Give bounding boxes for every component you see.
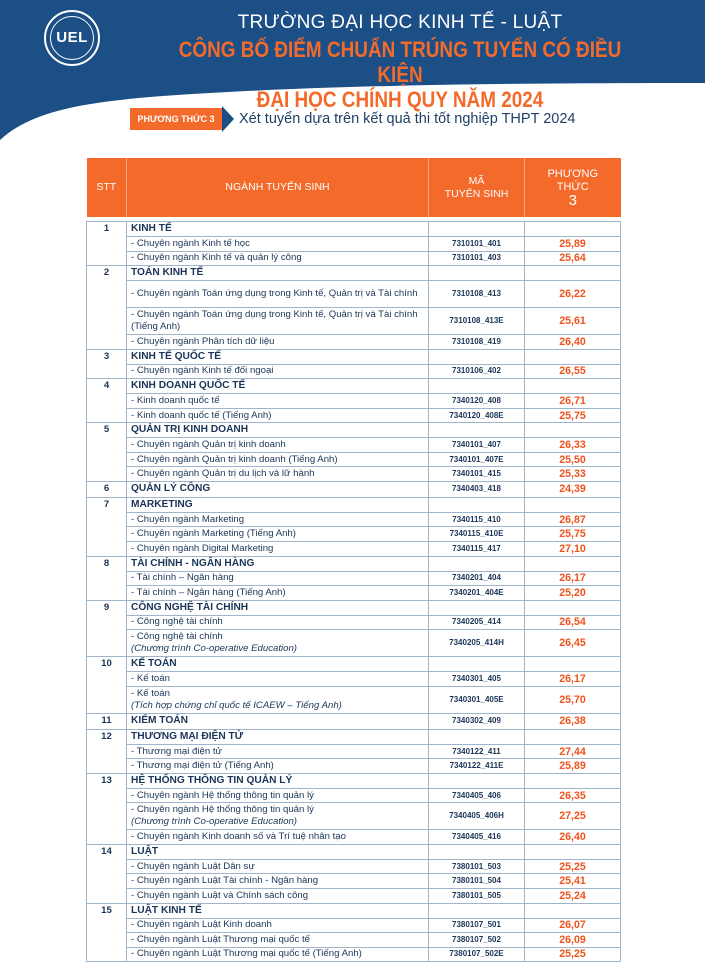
program-name-text: - Công nghệ tài chính	[131, 631, 223, 643]
cutoff-score: 25,70	[525, 686, 621, 713]
empty-cell	[525, 556, 621, 571]
program-note: (Tích hợp chứng chỉ quốc tế ICAEW – Tiếng Anh)	[131, 699, 342, 711]
program-name	[127, 933, 429, 948]
program-name	[127, 947, 429, 962]
empty-cell	[525, 423, 621, 438]
major-group-name: QUẢN LÝ CÔNG	[127, 481, 429, 497]
admission-code: 7340405_406H	[429, 803, 525, 830]
program-name-text: - Chuyên ngành Kinh tế học	[131, 237, 250, 249]
program-name	[127, 281, 429, 308]
major-group-name: MARKETING	[127, 497, 429, 512]
program-name	[127, 467, 429, 482]
program-name	[127, 438, 429, 453]
major-group-name: KINH DOANH QUỐC TẾ	[127, 379, 429, 394]
empty-cell	[429, 773, 525, 788]
cutoff-score: 25,24	[525, 889, 621, 904]
cutoff-score: 26,38	[525, 713, 621, 729]
col-major: NGÀNH TUYỂN SINH	[127, 158, 429, 217]
empty-cell	[429, 844, 525, 859]
table-group-row	[87, 423, 621, 438]
table-group-row	[87, 657, 621, 672]
major-group-name: TOÁN KINH TẾ	[127, 266, 429, 281]
cutoff-score: 27,10	[525, 542, 621, 557]
empty-cell	[429, 903, 525, 918]
program-name-text: - Chuyên ngành Toán ứng dụng trong Kinh tế, Quản trị và Tài chính (Tiếng Anh)	[131, 309, 418, 333]
cutoff-score: 25,50	[525, 452, 621, 467]
cutoff-score: 25,89	[525, 759, 621, 774]
admission-code: 7340101_407E	[429, 452, 525, 467]
program-name	[127, 452, 429, 467]
row-stt: 14	[87, 844, 127, 903]
table-row	[87, 759, 621, 774]
program-name-text: - Chuyên ngành Marketing (Tiếng Anh)	[131, 528, 296, 540]
admission-code: 7340120_408E	[429, 408, 525, 423]
program-name	[127, 918, 429, 933]
table-row	[87, 918, 621, 933]
program-name	[127, 859, 429, 874]
admission-code: 7340302_409	[429, 713, 525, 729]
table-group-row	[87, 266, 621, 281]
table-group-row	[87, 497, 621, 512]
program-name	[127, 889, 429, 904]
empty-cell	[525, 773, 621, 788]
admission-code: 7310108_413	[429, 281, 525, 308]
program-name-text: - Kế toán	[131, 687, 170, 699]
table-row	[87, 947, 621, 962]
cutoff-score: 27,25	[525, 803, 621, 830]
program-name-text: - Tài chính – Ngân hàng (Tiếng Anh)	[131, 586, 286, 598]
table-row	[87, 630, 621, 657]
empty-cell	[525, 600, 621, 615]
program-name-text: - Chuyên ngành Quản trị kinh doanh (Tiếng Anh)	[131, 453, 338, 465]
admission-code: 7340101_415	[429, 467, 525, 482]
program-name-text: - Chuyên ngành Luật Kinh doanh	[131, 919, 272, 931]
row-stt: 10	[87, 657, 127, 714]
admission-code: 7340122_411	[429, 744, 525, 759]
admission-code: 7340205_414H	[429, 630, 525, 657]
empty-cell	[429, 349, 525, 364]
table-row	[87, 438, 621, 453]
program-note: (Chương trình Co-operative Education)	[131, 816, 297, 828]
program-name	[127, 394, 429, 409]
table-row	[87, 803, 621, 830]
empty-cell	[525, 729, 621, 744]
admission-code: 7340205_414	[429, 615, 525, 630]
table-row	[87, 744, 621, 759]
program-note: (Chương trình Co-operative Education)	[131, 643, 297, 655]
admission-code: 7340403_418	[429, 481, 525, 497]
table-group-row	[87, 600, 621, 615]
table-row	[87, 452, 621, 467]
method-badge-arrow	[222, 106, 234, 132]
table-row	[87, 788, 621, 803]
row-stt: 4	[87, 379, 127, 423]
program-name	[127, 759, 429, 774]
program-name	[127, 630, 429, 657]
program-name	[127, 788, 429, 803]
cutoff-score: 26,87	[525, 512, 621, 527]
row-stt: 12	[87, 729, 127, 773]
table-row	[87, 542, 621, 557]
row-stt: 3	[87, 349, 127, 379]
table-group-row	[87, 556, 621, 571]
program-name-text: - Kinh doanh quốc tế	[131, 394, 220, 406]
col-stt: STT	[87, 158, 127, 217]
table-header	[87, 158, 621, 217]
program-name-text: - Chuyên ngành Luật Dân sự	[131, 860, 255, 872]
major-group-name: THƯƠNG MẠI ĐIỆN TỬ	[127, 729, 429, 744]
empty-cell	[525, 903, 621, 918]
major-group-name: KINH TẾ	[127, 222, 429, 237]
program-name-text: - Chuyên ngành Luật Thương mại quốc tế (Tiếng Anh)	[131, 948, 362, 960]
table-row	[87, 281, 621, 308]
empty-cell	[429, 379, 525, 394]
table-row	[87, 408, 621, 423]
program-name	[127, 527, 429, 542]
table-row	[87, 874, 621, 889]
program-name	[127, 686, 429, 713]
admission-code: 7340301_405E	[429, 686, 525, 713]
admission-code: 7310106_402	[429, 364, 525, 379]
table-row	[87, 586, 621, 601]
admission-code: 7340301_405	[429, 672, 525, 687]
major-group-name: KIỂM TOÁN	[127, 713, 429, 729]
program-name	[127, 571, 429, 586]
method-description: Xét tuyển dựa trên kết quả thi tốt nghiệp THPT 2024	[239, 111, 576, 127]
cutoff-score: 26,35	[525, 788, 621, 803]
empty-cell	[525, 497, 621, 512]
cutoff-score: 26,17	[525, 571, 621, 586]
program-name-text: - Kế toán	[131, 672, 170, 684]
university-name: TRƯỜNG ĐẠI HỌC KINH TẾ - LUẬT	[237, 12, 563, 33]
empty-cell	[525, 379, 621, 394]
table-row	[87, 889, 621, 904]
admission-code: 7340122_411E	[429, 759, 525, 774]
admission-code: 7380107_501	[429, 918, 525, 933]
table-group-row	[87, 713, 621, 729]
program-name	[127, 744, 429, 759]
cutoff-score: 25,20	[525, 586, 621, 601]
table-row	[87, 467, 621, 482]
col-code: MÃ TUYỂN SINH	[429, 158, 525, 217]
table-row	[87, 859, 621, 874]
cutoff-score: 27,44	[525, 744, 621, 759]
cutoff-score: 26,17	[525, 672, 621, 687]
row-stt: 11	[87, 713, 127, 729]
program-name	[127, 586, 429, 601]
announcement-title: CÔNG BỐ ĐIỂM CHUẨN TRÚNG TUYỂN CÓ ĐIỀU KIỆN ĐẠI HỌC CHÍNH QUY NĂM 2024	[178, 37, 622, 112]
table-group-row	[87, 844, 621, 859]
empty-cell	[525, 266, 621, 281]
major-group-name: KINH TẾ QUỐC TẾ	[127, 349, 429, 364]
empty-cell	[429, 497, 525, 512]
empty-cell	[429, 600, 525, 615]
program-name	[127, 615, 429, 630]
table-row	[87, 394, 621, 409]
program-name-text: - Chuyên ngành Toán ứng dụng trong Kinh tế, Quản trị và Tài chính	[131, 288, 418, 300]
program-name-text: - Chuyên ngành Kinh doanh số và Trí tuệ nhân tạo	[131, 831, 346, 843]
program-name-text: - Kinh doanh quốc tế (Tiếng Anh)	[131, 409, 272, 421]
major-group-name: LUẬT	[127, 844, 429, 859]
admission-code: 7380107_502E	[429, 947, 525, 962]
table-row	[87, 830, 621, 845]
cutoff-score: 25,25	[525, 859, 621, 874]
admission-code: 7310108_413E	[429, 308, 525, 335]
cutoff-score: 25,25	[525, 947, 621, 962]
program-name-text: - Công nghệ tài chính	[131, 616, 223, 628]
program-name-text: - Thương mại điện tử (Tiếng Anh)	[131, 760, 274, 772]
program-name	[127, 408, 429, 423]
cutoff-score: 26,71	[525, 394, 621, 409]
admission-code: 7380107_502	[429, 933, 525, 948]
admission-scores-table	[86, 158, 621, 962]
program-name-text: - Chuyên ngành Luật Thương mại quốc tế	[131, 933, 310, 945]
empty-cell	[525, 844, 621, 859]
admission-code: 7380101_505	[429, 889, 525, 904]
admission-code: 7310108_419	[429, 335, 525, 350]
program-name	[127, 672, 429, 687]
table-group-row	[87, 349, 621, 364]
major-group-name: LUẬT KINH TẾ	[127, 903, 429, 918]
table-group-row	[87, 903, 621, 918]
program-name-text: - Chuyên ngành Quản trị kinh doanh	[131, 439, 286, 451]
program-name-text: - Thương mại điện tử	[131, 745, 222, 757]
program-name-text: - Chuyên ngành Marketing	[131, 513, 245, 525]
admission-code: 7380101_503	[429, 859, 525, 874]
admission-code: 7310101_403	[429, 251, 525, 266]
cutoff-score: 25,33	[525, 467, 621, 482]
table-group-row	[87, 729, 621, 744]
empty-cell	[429, 266, 525, 281]
program-name-text: - Tài chính – Ngân hàng	[131, 572, 234, 584]
row-stt: 9	[87, 600, 127, 657]
major-group-name: QUẢN TRỊ KINH DOANH	[127, 423, 429, 438]
admission-code: 7340115_410E	[429, 527, 525, 542]
cutoff-score: 26,54	[525, 615, 621, 630]
method-badge: PHƯƠNG THỨC 3	[130, 108, 222, 130]
cutoff-score: 24,39	[525, 481, 621, 497]
program-name	[127, 803, 429, 830]
admission-code: 7340201_404E	[429, 586, 525, 601]
table-row	[87, 615, 621, 630]
admission-code: 7340405_416	[429, 830, 525, 845]
admission-code: 7310101_401	[429, 237, 525, 252]
row-stt: 5	[87, 423, 127, 482]
admission-code: 7380101_504	[429, 874, 525, 889]
admission-code: 7340120_408	[429, 394, 525, 409]
program-name-text: - Chuyên ngành Hệ thống thông tin quản lý	[131, 804, 314, 816]
empty-cell	[525, 349, 621, 364]
table-row	[87, 512, 621, 527]
cutoff-score: 26,45	[525, 630, 621, 657]
uel-logo: UEL	[44, 10, 100, 66]
program-name	[127, 308, 429, 335]
program-name-text: - Chuyên ngành Kinh tế và quản lý công	[131, 252, 302, 264]
table-row	[87, 672, 621, 687]
row-stt: 2	[87, 266, 127, 350]
major-group-name: KẾ TOÁN	[127, 657, 429, 672]
table-row	[87, 571, 621, 586]
admission-code: 7340115_417	[429, 542, 525, 557]
program-name	[127, 335, 429, 350]
empty-cell	[525, 657, 621, 672]
table-row	[87, 686, 621, 713]
table-row	[87, 308, 621, 335]
row-stt: 1	[87, 222, 127, 266]
admission-code: 7340115_410	[429, 512, 525, 527]
empty-cell	[429, 729, 525, 744]
empty-cell	[429, 657, 525, 672]
row-stt: 6	[87, 481, 127, 497]
program-name	[127, 237, 429, 252]
admission-code: 7340201_404	[429, 571, 525, 586]
table-row	[87, 251, 621, 266]
admission-code: 7340101_407	[429, 438, 525, 453]
cutoff-score: 26,40	[525, 830, 621, 845]
table-row	[87, 933, 621, 948]
cutoff-score: 26,40	[525, 335, 621, 350]
admission-code: 7340405_406	[429, 788, 525, 803]
cutoff-score: 26,09	[525, 933, 621, 948]
row-stt: 15	[87, 903, 127, 962]
program-name-text: - Chuyên ngành Luật Tài chính - Ngân hàng	[131, 875, 319, 887]
table-row	[87, 237, 621, 252]
program-name-text: - Chuyên ngành Digital Marketing	[131, 542, 274, 554]
empty-cell	[525, 222, 621, 237]
program-name-text: - Chuyên ngành Quản trị du lịch và lữ hành	[131, 468, 315, 480]
cutoff-score: 25,75	[525, 527, 621, 542]
table-row	[87, 335, 621, 350]
table-group-row	[87, 379, 621, 394]
table-group-row	[87, 773, 621, 788]
cutoff-score: 25,41	[525, 874, 621, 889]
table-body	[87, 217, 621, 962]
cutoff-score: 25,89	[525, 237, 621, 252]
cutoff-score: 26,07	[525, 918, 621, 933]
program-name	[127, 251, 429, 266]
table-row	[87, 527, 621, 542]
table-group-row	[87, 222, 621, 237]
table-row	[87, 364, 621, 379]
program-name	[127, 512, 429, 527]
row-stt: 8	[87, 556, 127, 600]
program-name-text: - Chuyên ngành Kinh tế đối ngoại	[131, 365, 274, 377]
program-name	[127, 830, 429, 845]
cutoff-score: 26,55	[525, 364, 621, 379]
cutoff-score: 25,61	[525, 308, 621, 335]
program-name-text: - Chuyên ngành Luật và Chính sách công	[131, 889, 309, 901]
cutoff-score: 25,64	[525, 251, 621, 266]
cutoff-score: 26,33	[525, 438, 621, 453]
program-name	[127, 874, 429, 889]
table-group-row	[87, 481, 621, 497]
empty-cell	[429, 423, 525, 438]
row-stt: 13	[87, 773, 127, 844]
col-method3: PHƯƠNG THỨC 3	[525, 158, 621, 217]
empty-cell	[429, 556, 525, 571]
program-name-text: - Chuyên ngành Hệ thống thông tin quản lý	[131, 789, 314, 801]
major-group-name: TÀI CHÍNH - NGÂN HÀNG	[127, 556, 429, 571]
major-group-name: CÔNG NGHỆ TÀI CHÍNH	[127, 600, 429, 615]
cutoff-score: 25,75	[525, 408, 621, 423]
program-name-text: - Chuyên ngành Phân tích dữ liệu	[131, 335, 275, 347]
program-name	[127, 542, 429, 557]
major-group-name: HỆ THỐNG THÔNG TIN QUẢN LÝ	[127, 773, 429, 788]
row-stt: 7	[87, 497, 127, 556]
program-name	[127, 364, 429, 379]
cutoff-score: 26,22	[525, 281, 621, 308]
empty-cell	[429, 222, 525, 237]
